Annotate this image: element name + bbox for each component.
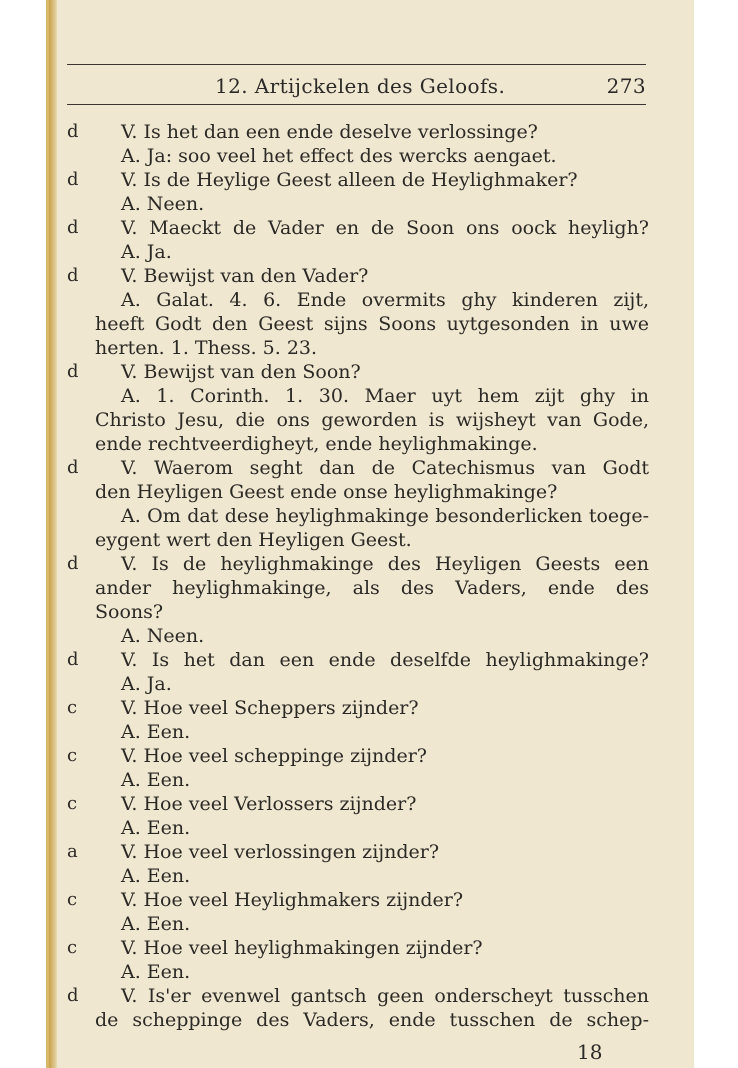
text-line [49,192,649,216]
header-rule-top [67,64,646,65]
text-line [49,264,649,288]
margin-marker: d [67,121,79,142]
text-line [49,384,649,408]
text-line [49,600,649,624]
margin-marker: c [67,793,78,814]
text-line [49,552,649,576]
chapter-title: 12. Artijckelen des Geloofs. [215,74,506,98]
text-line [49,912,649,936]
text-line [49,1008,649,1032]
text-line [49,336,649,360]
line-text: V. Hoe veel scheppinge zijnder? [121,745,427,767]
line-text: eygent wert den Heyligen Geest. [95,529,412,551]
page-number: 273 [606,74,646,98]
page-body [49,120,649,1032]
text-line [49,432,649,456]
text-line [49,888,649,912]
line-text: de scheppinge des Vaders, ende tusschen de schep- [95,1009,649,1031]
line-text: A. Een. [121,721,191,743]
header-rule-bottom [67,104,646,105]
line-text: A. Ja: soo veel het effect des wercks aengaet. [121,145,557,167]
margin-marker: d [67,217,79,238]
margin-marker: a [67,841,78,862]
text-line [49,576,649,600]
text-line [49,768,649,792]
line-text: V. Hoe veel Scheppers zijnder? [121,697,419,719]
line-text: V. Is het dan een ende deselve verlossinge? [121,121,538,143]
line-text: A. Neen. [121,625,205,647]
book-page [46,0,694,1068]
line-text: V. Hoe veel Heylighmakers zijnder? [121,889,464,911]
line-text: A. Ja. [121,241,172,263]
text-line [49,744,649,768]
line-text: den Heyligen Geest ende onse heylighmakinge? [95,481,558,503]
line-text: A. Een. [121,817,191,839]
line-text: V. Hoe veel Verlossers zijnder? [121,793,417,815]
margin-marker: c [67,697,78,718]
text-line [49,408,649,432]
text-line [49,960,649,984]
margin-marker: d [67,649,79,670]
text-line [49,120,649,144]
line-text: V. Bewijst van den Soon? [121,361,361,383]
line-text: A. Een. [121,865,191,887]
margin-marker: c [67,889,78,910]
text-line [49,144,649,168]
text-line [49,504,649,528]
line-text: V. Is'er evenwel gantsch geen onderscheyt tusschen [121,985,649,1007]
line-text: heeft Godt den Geest sijns Soons uytgesonden in uwe [95,313,649,335]
line-text: V. Is het dan een ende deselfde heylighmakinge? [121,649,649,671]
text-line [49,480,649,504]
line-text: V. Waerom seght dan de Catechismus van Godt [121,457,649,479]
margin-marker: d [67,985,79,1006]
text-line [49,672,649,696]
line-text: ander heylighmakinge, als des Vaders, ende des [95,577,649,599]
text-line [49,816,649,840]
line-text: ende rechtveerdigheyt, ende heylighmakinge. [95,433,538,455]
line-text: A. Een. [121,769,191,791]
margin-marker: d [67,457,79,478]
line-text: Christo Jesu, die ons geworden is wijsheyt van Gode, [95,409,649,431]
line-text: V. Hoe veel heylighmakingen zijnder? [121,937,483,959]
text-line [49,936,649,960]
text-line [49,792,649,816]
line-text: V. Maeckt de Vader en de Soon ons oock heyligh? [121,217,649,239]
text-line [49,312,649,336]
margin-marker: d [67,553,79,574]
signature-mark: 18 [577,1040,603,1064]
text-line [49,216,649,240]
text-line [49,528,649,552]
text-line [49,624,649,648]
line-text: A. Een. [121,961,191,983]
text-line [49,456,649,480]
text-line [49,288,649,312]
text-line [49,984,649,1008]
margin-marker: d [67,169,79,190]
text-line [49,696,649,720]
text-line [49,648,649,672]
line-text: A. Galat. 4. 6. Ende overmits ghy kinderen zijt, [121,289,649,311]
line-text: A. Een. [121,913,191,935]
margin-marker: d [67,265,79,286]
margin-marker: c [67,937,78,958]
line-text: A. Ja. [121,673,172,695]
text-line [49,864,649,888]
running-header [49,74,646,98]
line-text: Soons? [95,601,164,623]
line-text: V. Bewijst van den Vader? [121,265,369,287]
text-line [49,168,649,192]
text-line [49,840,649,864]
text-line [49,240,649,264]
line-text: A. 1. Corinth. 1. 30. Maer uyt hem zijt ghy in [121,385,649,407]
text-line [49,360,649,384]
line-text: A. Neen. [121,193,205,215]
line-text: herten. 1. Thess. 5. 23. [95,337,318,359]
margin-marker: c [67,745,78,766]
line-text: V. Is de heylighmakinge des Heyligen Geests een [121,553,649,575]
line-text: V. Hoe veel verlossingen zijnder? [121,841,440,863]
line-text: A. Om dat dese heylighmakinge besonderlicken toege- [121,505,649,527]
line-text: V. Is de Heylige Geest alleen de Heylighmaker? [121,169,578,191]
margin-marker: d [67,361,79,382]
text-line [49,720,649,744]
